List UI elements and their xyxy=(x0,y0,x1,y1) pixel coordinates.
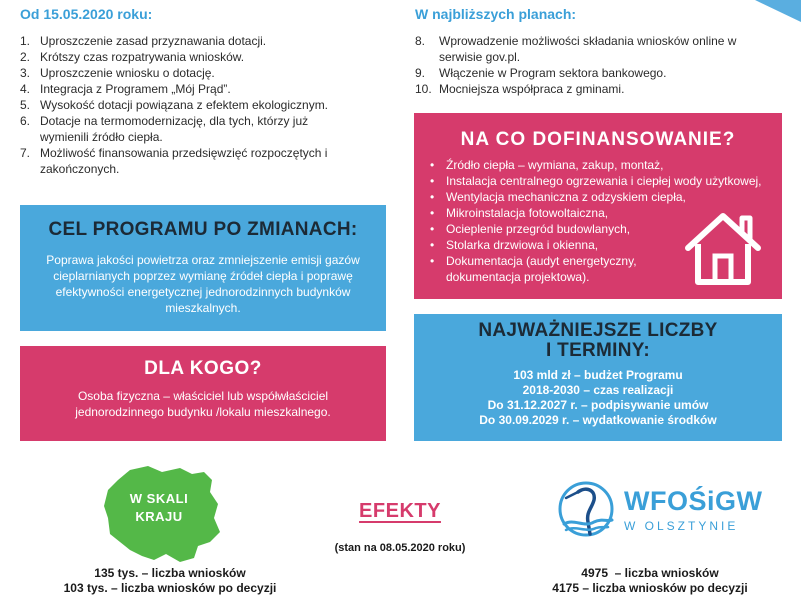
regional-stat-applications: 4975 – liczba wniosków xyxy=(581,566,719,580)
list-item: 2. Krótszy czas rozpatrywania wniosków. xyxy=(20,50,245,64)
list-item: 4. Integracja z Programem „Mój Prąd”. xyxy=(20,82,231,96)
target-group-panel xyxy=(20,346,386,441)
effects-date: (stan na 08.05.2020 roku) xyxy=(334,542,466,554)
fact-item: 103 mld zł – budżet Programu xyxy=(513,368,683,382)
key-figures-panel xyxy=(414,314,782,441)
list-item: 10. Mocniejsza współpraca z gminami. xyxy=(415,82,625,96)
list-item: 7. Możliwość finansowania przedsięwzięć rozpoczętych i zakończonych. xyxy=(20,146,328,176)
program-goal-title: CEL PROGRAMU PO ZMIANACH: xyxy=(48,219,358,240)
list-item: • Źródło ciepła – wymiana, zakup, montaż, xyxy=(428,157,778,173)
target-group-text: Osoba fizyczna – właściciel lub współwłaściciel jednorodzinnego budynku /lokalu mieszkalnego. xyxy=(75,389,331,419)
effects-heading: EFEKTY xyxy=(359,500,441,522)
funding-scope-title: NA CO DOFINANSOWANIE? xyxy=(460,129,736,150)
left-heading: Od 15.05.2020 roku: xyxy=(20,6,153,22)
target-group-title: DLA KOGO? xyxy=(144,358,262,379)
fact-item: 2018-2030 – czas realizacji xyxy=(522,383,674,397)
list-item: • Ocieplenie przegród budowlanych, xyxy=(428,221,778,237)
key-figures-title: NAJWAŻNIEJSZE LICZBY I TERMINY: xyxy=(478,320,718,361)
list-item: • Mikroinstalacja fotowoltaiczna, xyxy=(428,205,778,221)
house-icon xyxy=(682,208,764,288)
country-stats xyxy=(40,566,300,596)
fact-item: Do 31.12.2027 r. – podpisywanie umów xyxy=(487,398,709,412)
key-figures-list xyxy=(414,368,782,428)
regional-stats xyxy=(520,566,780,596)
list-item: 3. Uproszczenie wniosku o dotację. xyxy=(20,66,215,80)
funding-scope-panel xyxy=(414,113,782,299)
country-stat-applications: 135 tys. – liczba wniosków xyxy=(94,566,246,580)
fact-item: Do 30.09.2029 r. – wydatkowanie środków xyxy=(479,413,717,427)
changes-list xyxy=(20,33,390,177)
program-goal-panel xyxy=(20,205,386,331)
plans-list xyxy=(415,33,785,97)
list-item: • Dokumentacja (audyt energetyczny, dokumentacja projektowa). xyxy=(428,253,778,285)
corner-decoration xyxy=(755,0,801,22)
wfosigw-name: WFOŚiGW xyxy=(624,486,763,516)
list-item: 8. Wprowadzenie możliwości składania wniosków online w serwisie gov.pl. xyxy=(415,34,737,64)
list-item: • Wentylacja mechaniczna z odzyskiem ciepła, xyxy=(428,189,778,205)
country-scale-label: W SKALI KRAJU xyxy=(129,491,189,524)
list-item: • Stolarka drzwiowa i okienna, xyxy=(428,237,778,253)
list-item: • Instalacja centralnego ogrzewania i ciepłej wody użytkowej, xyxy=(428,173,778,189)
list-item: 1. Uproszczenie zasad przyznawania dotacji. xyxy=(20,34,267,48)
stork-logo-icon xyxy=(556,478,616,540)
list-item: 5. Wysokość dotacji powiązana z efektem ekologicznym. xyxy=(20,98,329,112)
wfosigw-city: W OLSZTYNIE xyxy=(624,519,739,533)
program-goal-text: Poprawa jakości powietrza oraz zmniejszenie emisji gazów cieplarnianych poprzez wymianę źródeł ciepła i poprawę efektywności energetycznej jednorodzinnych budynków mieszkalnych. xyxy=(46,253,360,315)
regional-stat-decisions: 4175 – liczba wniosków po decyzji xyxy=(552,581,748,595)
right-heading: W najbliższych planach: xyxy=(415,6,577,22)
list-item: 6. Dotacje na termomodernizację, dla tych, którzy już wymienili źródło ciepła. xyxy=(20,114,309,144)
country-stat-decisions: 103 tys. – liczba wniosków po decyzji xyxy=(63,581,277,595)
list-item: 9. Włączenie w Program sektora bankowego. xyxy=(415,66,667,80)
